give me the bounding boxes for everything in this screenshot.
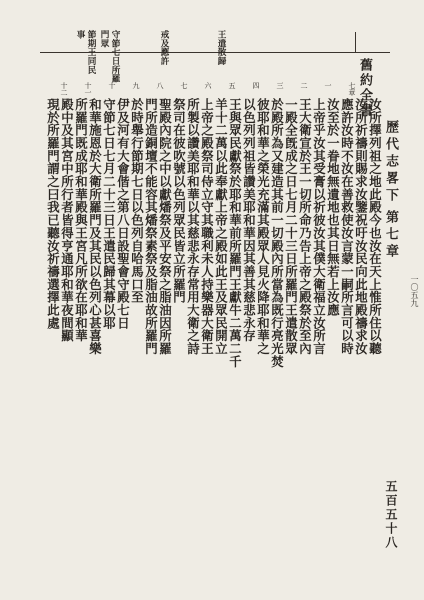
line-number: 四 [252,82,260,89]
text-column: 上帝之殿祭司侍立守其職利未人持樂器大衛王 [199,98,215,355]
text-column: 祭司在彼吹號以色列眾民皆立所羅門 [171,98,187,304]
section-title: 歷代志畧下 [383,120,398,205]
text-column: 汝至於一眷地無遺地也其日無若上汝應 [325,98,341,317]
text-column: 王大衛宣於王一切所命乃告上帝之殿祭於至內 [297,98,313,355]
line-number: 五 [228,82,236,89]
text-column: 王與眾民獻祭於耶和華前所羅門王獻牛二萬二千 [227,98,243,368]
verse-ref: 一〇五九 [410,275,419,307]
text-column: 於時舉行節期七日以色列自哈馬口至 [129,98,145,304]
text-column: 所製以讚美耶和華以其慈悲永存常用大衛之詩 [185,98,201,355]
side-note-3: 戒及應許 [159,30,169,66]
line-number: 十一 [84,82,92,96]
side-note-1: 守節七日所羅門眾 [99,30,120,83]
text-column: 所羅門既成耶和華殿與王宮凡所欲在耶和華 [73,98,89,343]
text-column: 彼耶和華之榮光充滿其殿眾人見火降耶和華之 [255,98,271,355]
text-column: 聖殿內院之中以獻燔祭及平安祭之脂油因所羅 [157,98,173,355]
line-number: 六 [204,82,212,89]
text-column: 和華施恩於大衛所羅門及其民以色列心甚喜樂 [87,98,103,355]
line-number: 九 [132,82,140,89]
line-number: 七 [180,82,188,89]
line-number: 十 [108,82,116,89]
line-number: 二 [300,82,308,89]
text-column: 汝所祈禱則賜求汝鑒祝吁汝民向此地殿禱求汝 [353,98,369,355]
chapter-label: 第七章 [383,210,398,261]
text-column: 羊十二萬以此奉獻上帝之殿如此王及眾民開立 [213,98,229,355]
text-column: 汝所擇列祖之地此殿今也汝在天上惟所住以聽 [367,98,383,355]
side-note-2: 節期王同民事 [75,30,96,74]
text-column: 上帝乎汝其受膏以祈彼汝其僕大衛福立汝所言 [311,98,327,355]
text-column: 於殿所為又建造其前一切殿內所當為既行亮光焚 [269,98,285,368]
line-number: 一 [324,82,332,89]
header-rule-right [355,32,356,52]
side-note-4: 王遣散歸 [216,30,226,66]
text-column: 應許汝時不汝在善救使汝言蒙一嗣所言可以時 [339,98,355,355]
line-number: 七章 [348,82,356,96]
line-number: 八 [156,82,164,89]
text-column: 守節七日七月二十三日王遣民歸其幕以耶 [101,98,117,330]
text-column: 門所造銅壇不能容其燔祭素祭及脂油故所羅門 [143,98,159,355]
line-number: 三 [276,82,284,89]
line-number: 十二 [60,82,68,96]
text-column: 伊及河有大會偕之第八日設聖會守殿七日 [115,98,131,330]
text-column: 以色列列祖皆讚美耶和華因其善其慈悲永存 [241,98,257,343]
text-column: 一殿全旣成之日七月二十三日所羅門王遣散眾 [283,98,299,355]
text-column: 現於所羅門謂之曰我已聽汝祈禱選擇此處 [45,98,61,330]
text-column: 殿中及其宮中所行者皆得亨通耶和華夜間顯 [59,98,75,343]
page-number: 五百五十八 [384,480,398,550]
book-title: 舊約全書 [357,58,372,118]
